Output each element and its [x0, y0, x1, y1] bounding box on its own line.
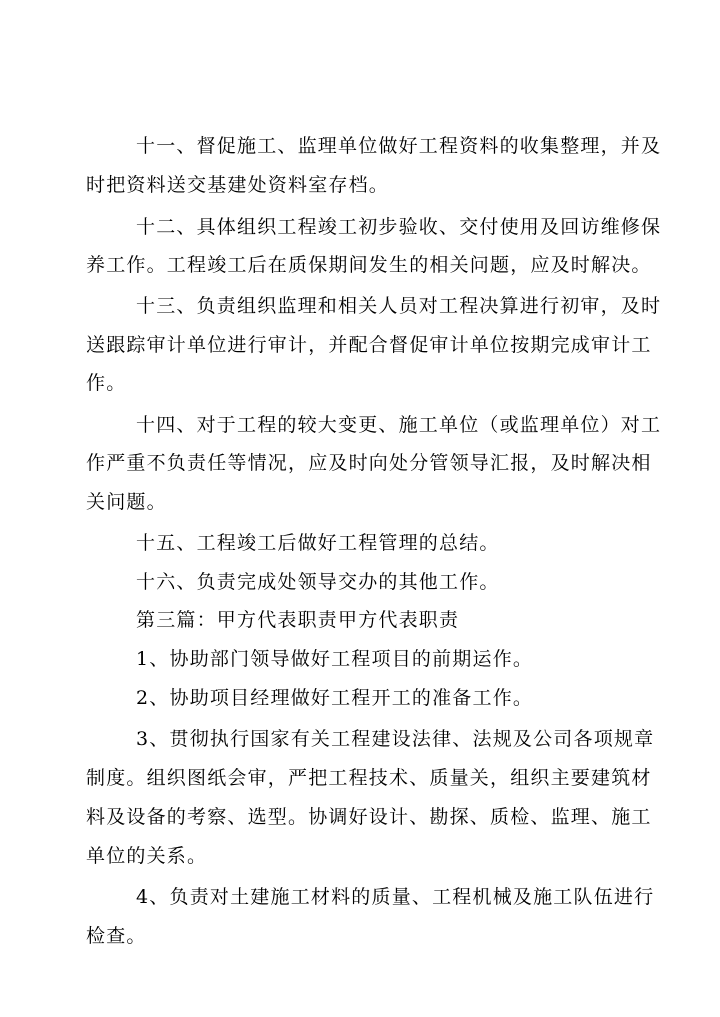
item-2-line-1: 2、协助项目经理做好工程开工的准备工作。 [136, 687, 534, 709]
item-1-line-1: 1、协助部门领导做好工程项目的前期运作。 [136, 648, 534, 670]
paragraph-13-line-3: 作。 [86, 372, 127, 394]
paragraph-12-line-1: 十二、具体组织工程竣工初步验收、交付使用及回访维修保 [136, 216, 662, 238]
paragraph-13-line-2: 送跟踪审计单位进行审计，并配合督促审计单位按期完成审计工 [86, 334, 652, 356]
paragraph-14-line-1: 十四、对于工程的较大变更、施工单位（或监理单位）对工 [136, 414, 662, 436]
item-3-line-3: 料及设备的考察、选型。协调好设计、勘探、质检、监理、施工 [86, 806, 652, 828]
section-heading: 第三篇：甲方代表职责甲方代表职责 [136, 609, 460, 631]
item-3-line-2: 制度。组织图纸会审，严把工程技术、质量关，组织主要建筑材 [86, 767, 652, 789]
paragraph-15-line-1: 十五、工程竣工后做好工程管理的总结。 [136, 532, 500, 554]
item-3-line-1: 3、贯彻执行国家有关工程建设法律、法规及公司各项规章 [136, 728, 655, 750]
paragraph-13-line-1: 十三、负责组织监理和相关人员对工程决算进行初审，及时 [136, 295, 662, 317]
paragraph-11-line-1: 十一、督促施工、监理单位做好工程资料的收集整理，并及 [136, 135, 662, 157]
item-4-line-2: 检查。 [86, 925, 147, 947]
paragraph-16-line-1: 十六、负责完成处领导交办的其他工作。 [136, 571, 500, 593]
paragraph-11-line-2: 时把资料送交基建处资料室存档。 [86, 174, 390, 196]
paragraph-14-line-2: 作严重不负责任等情况，应及时向处分管领导汇报，及时解决相 [86, 452, 652, 474]
item-4-line-1: 4、负责对土建施工材料的质量、工程机械及施工队伍进行 [136, 886, 655, 908]
paragraph-12-line-2: 养工作。工程竣工后在质保期间发生的相关问题，应及时解决。 [86, 254, 652, 276]
paragraph-14-line-3: 关问题。 [86, 491, 167, 513]
item-3-line-4: 单位的关系。 [86, 845, 208, 867]
